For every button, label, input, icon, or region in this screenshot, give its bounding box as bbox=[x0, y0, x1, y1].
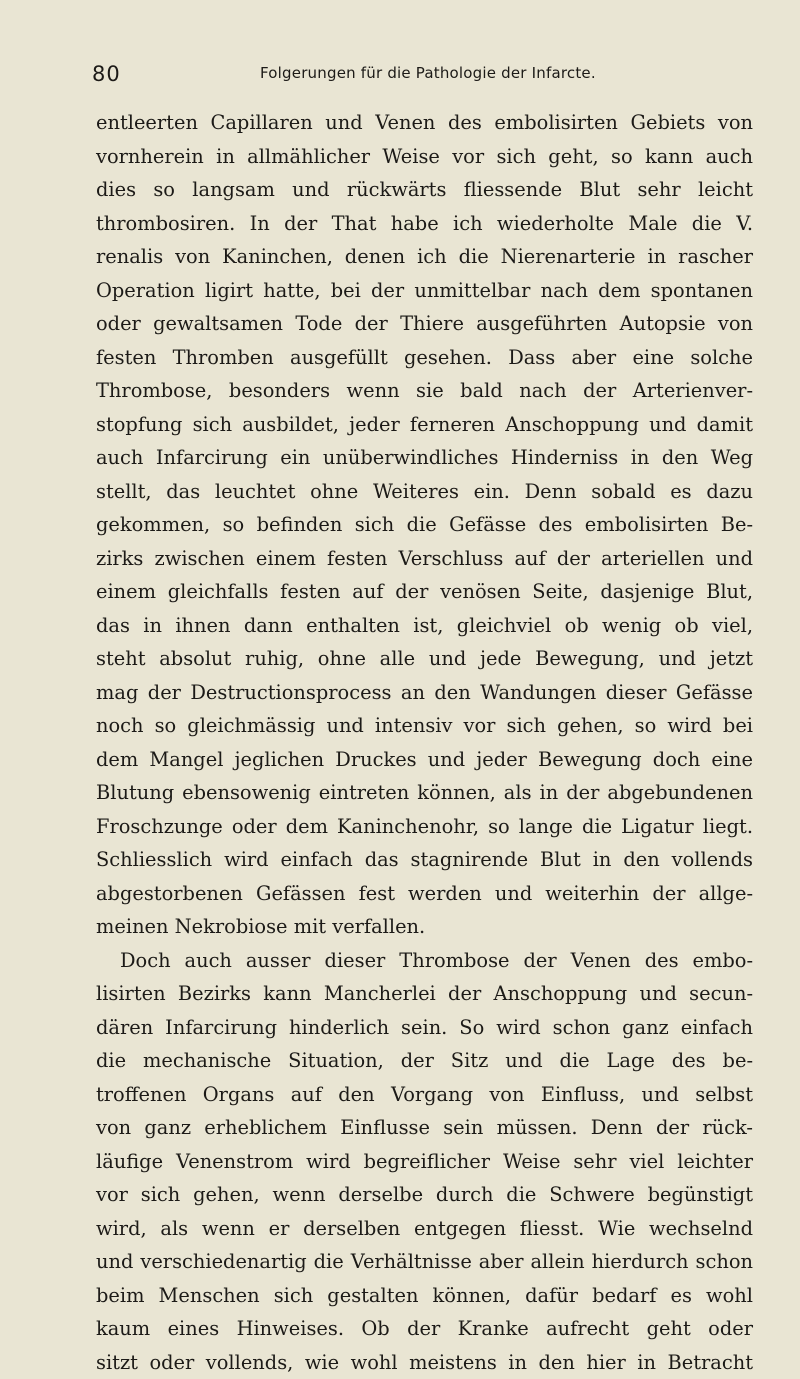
text-line: auch Infarcirung ein unüberwindliches Hinderniss in den Weg bbox=[96, 441, 753, 475]
text-line: das in ihnen dann enthalten ist, gleichviel ob wenig ob viel, bbox=[96, 609, 753, 643]
page-header bbox=[92, 58, 752, 88]
text-line: oder gewaltsamen Tode der Thiere ausgeführten Autopsie von bbox=[96, 307, 753, 341]
text-line: Schliesslich wird einfach das stagnirende Blut in den vollends bbox=[96, 843, 753, 877]
text-line: sitzt oder vollends, wie wohl meistens in den hier in Betracht bbox=[96, 1346, 753, 1379]
text-line: Froschzunge oder dem Kaninchenohr, so lange die Ligatur liegt. bbox=[96, 810, 753, 844]
body-text bbox=[96, 106, 753, 1379]
running-title: Folgerungen für die Pathologie der Infarcte. bbox=[260, 64, 596, 82]
text-line: abgestorbenen Gefässen fest werden und weiterhin der allge- bbox=[96, 877, 753, 911]
text-line: einem gleichfalls festen auf der venösen Seite, dasjenige Blut, bbox=[96, 575, 753, 609]
text-line: die mechanische Situation, der Sitz und die Lage des be- bbox=[96, 1044, 753, 1078]
text-line: dem Mangel jeglichen Druckes und jeder Bewegung doch eine bbox=[96, 743, 753, 777]
paragraph-start-line: Doch auch ausser dieser Thrombose der Venen des embo- bbox=[96, 944, 753, 978]
text-line: läufige Venenstrom wird begreiflicher Weise sehr viel leichter bbox=[96, 1145, 753, 1179]
text-line: Operation ligirt hatte, bei der unmittelbar nach dem spontanen bbox=[96, 274, 753, 308]
text-line: zirks zwischen einem festen Verschluss auf der arteriellen und bbox=[96, 542, 753, 576]
text-line: kaum eines Hinweises. Ob der Kranke aufrecht geht oder bbox=[96, 1312, 753, 1346]
text-line: festen Thromben ausgefüllt gesehen. Dass aber eine solche bbox=[96, 341, 753, 375]
text-line: entleerten Capillaren und Venen des embolisirten Gebiets von bbox=[96, 106, 753, 140]
text-line: dären Infarcirung hinderlich sein. So wird schon ganz einfach bbox=[96, 1011, 753, 1045]
text-line: steht absolut ruhig, ohne alle und jede Bewegung, und jetzt bbox=[96, 642, 753, 676]
text-line: stellt, das leuchtet ohne Weiteres ein. Denn sobald es dazu bbox=[96, 475, 753, 509]
text-line: dies so langsam und rückwärts fliessende Blut sehr leicht bbox=[96, 173, 753, 207]
text-line: wird, als wenn er derselben entgegen fliesst. Wie wechselnd bbox=[96, 1212, 753, 1246]
text-line: noch so gleichmässig und intensiv vor sich gehen, so wird bei bbox=[96, 709, 753, 743]
text-line: vor sich gehen, wenn derselbe durch die Schwere begünstigt bbox=[96, 1178, 753, 1212]
text-line: lisirten Bezirks kann Mancherlei der Anschoppung und secun- bbox=[96, 977, 753, 1011]
text-line: stopfung sich ausbildet, jeder ferneren Anschoppung und damit bbox=[96, 408, 753, 442]
text-line: und verschiedenartig die Verhältnisse aber allein hierdurch schon bbox=[96, 1245, 753, 1279]
text-line: von ganz erheblichem Einflusse sein müssen. Denn der rück- bbox=[96, 1111, 753, 1145]
text-line: vornherein in allmählicher Weise vor sich geht, so kann auch bbox=[96, 140, 753, 174]
text-line: gekommen, so befinden sich die Gefässe des embolisirten Be- bbox=[96, 508, 753, 542]
page-number: 80 bbox=[92, 62, 121, 86]
text-line: renalis von Kaninchen, denen ich die Nierenarterie in rascher bbox=[96, 240, 753, 274]
text-line: mag der Destructionsprocess an den Wandungen dieser Gefässe bbox=[96, 676, 753, 710]
text-line: Blutung ebensowenig eintreten können, als in der abgebundenen bbox=[96, 776, 753, 810]
text-line: thrombosiren. In der That habe ich wiederholte Male die V. bbox=[96, 207, 753, 241]
paragraph-end-line: meinen Nekrobiose mit verfallen. bbox=[96, 910, 753, 944]
text-line: beim Menschen sich gestalten können, dafür bedarf es wohl bbox=[96, 1279, 753, 1313]
text-line: troffenen Organs auf den Vorgang von Einfluss, und selbst bbox=[96, 1078, 753, 1112]
text-line: Thrombose, besonders wenn sie bald nach der Arterienver- bbox=[96, 374, 753, 408]
